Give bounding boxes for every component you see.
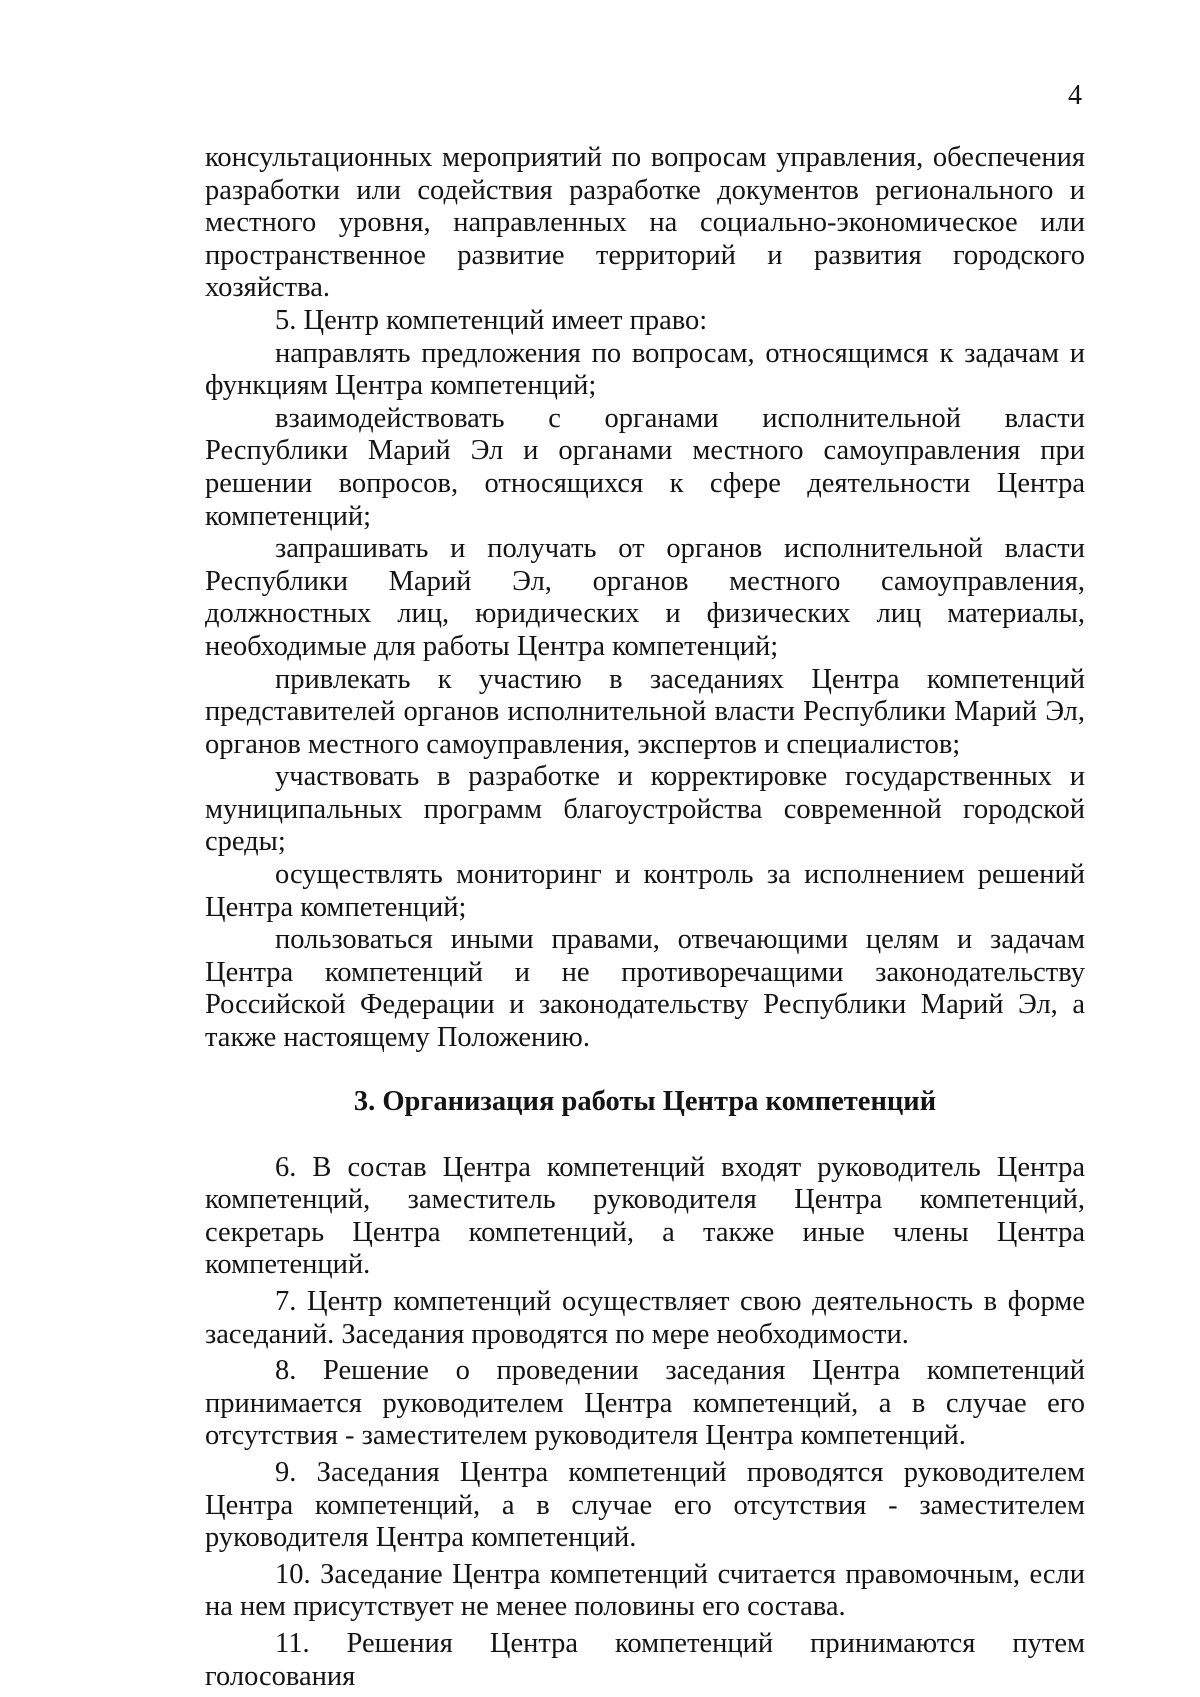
paragraph-item-6: 6. В состав Центра компетенций входят руководитель Центра компетенций, заместитель руководителя Центра компетенций, секретарь Центра компетенций, а также иные члены Центра компетенций. — [205, 1151, 1085, 1281]
paragraph-right-involve: привлекать к участию в заседаниях Центра компетенций представителей органов исполнительной власти Республики Марий Эл, органов местного самоуправления, экспертов и специалистов; — [205, 663, 1085, 760]
paragraph-right-monitor: осуществлять мониторинг и контроль за исполнением решений Центра компетенций; — [205, 859, 1085, 923]
paragraph-continuation: консультационных мероприятий по вопросам управления, обеспечения разработки или содействия разработке документов регионального и местного уровня, направленных на социально-экономическое или пространственное развитие территорий и развития городского хозяйства. — [205, 142, 1085, 304]
paragraph-item-11: 11. Решения Центра компетенций принимаются путем голосования — [205, 1627, 1085, 1692]
paragraph-right-proposals: направлять предложения по вопросам, относящимся к задачам и функциям Центра компетенций; — [205, 337, 1085, 402]
section-heading: 3. Организация работы Центра компетенций — [353, 1085, 937, 1117]
paragraph-right-interact: взаимодействовать с органами исполнительной власти Республики Марий Эл и органами местного самоуправления при решении вопросов, относящихся к сфере деятельности Центра компетенций; — [205, 402, 1085, 532]
paragraph-item-8: 8. Решение о проведении заседания Центра компетенций принимается руководителем Центра компетенций, а в случае его отсутствия - заместителем руководителя Центра компетенций. — [205, 1355, 1085, 1452]
paragraph-item-5: 5. Центр компетенций имеет право: — [275, 304, 708, 336]
paragraph-right-participate: участвовать в разработке и корректировке государственных и муниципальных программ благоустройства современной городской среды; — [205, 761, 1085, 858]
document-body — [205, 142, 1085, 1693]
paragraph-right-request: запрашивать и получать от органов исполнительной власти Республики Марий Эл, органов местного самоуправления, должностных лиц, юридических и физических лиц материалы, необходимые для работы Центра компетенций; — [205, 533, 1085, 662]
paragraph-item-9: 9. Заседания Центра компетенций проводятся руководителем Центра компетенций, а в случае его отсутствия - заместителем руководителя Центра компетенций. — [205, 1456, 1085, 1554]
paragraph-item-7: 7. Центр компетенций осуществляет свою деятельность в форме заседаний. Заседания проводятся по мере необходимости. — [205, 1286, 1085, 1350]
paragraph-right-other: пользоваться иными правами, отвечающими целям и задачам Центра компетенций и не противоречащими законодательству Российской Федерации и законодательству Республики Марий Эл, а также настоящему Положению. — [205, 924, 1085, 1054]
page-number: 4 — [1068, 80, 1082, 111]
paragraph-item-10: 10. Заседание Центра компетенций считается правомочным, если на нем присутствует не менее половины его состава. — [205, 1558, 1085, 1623]
